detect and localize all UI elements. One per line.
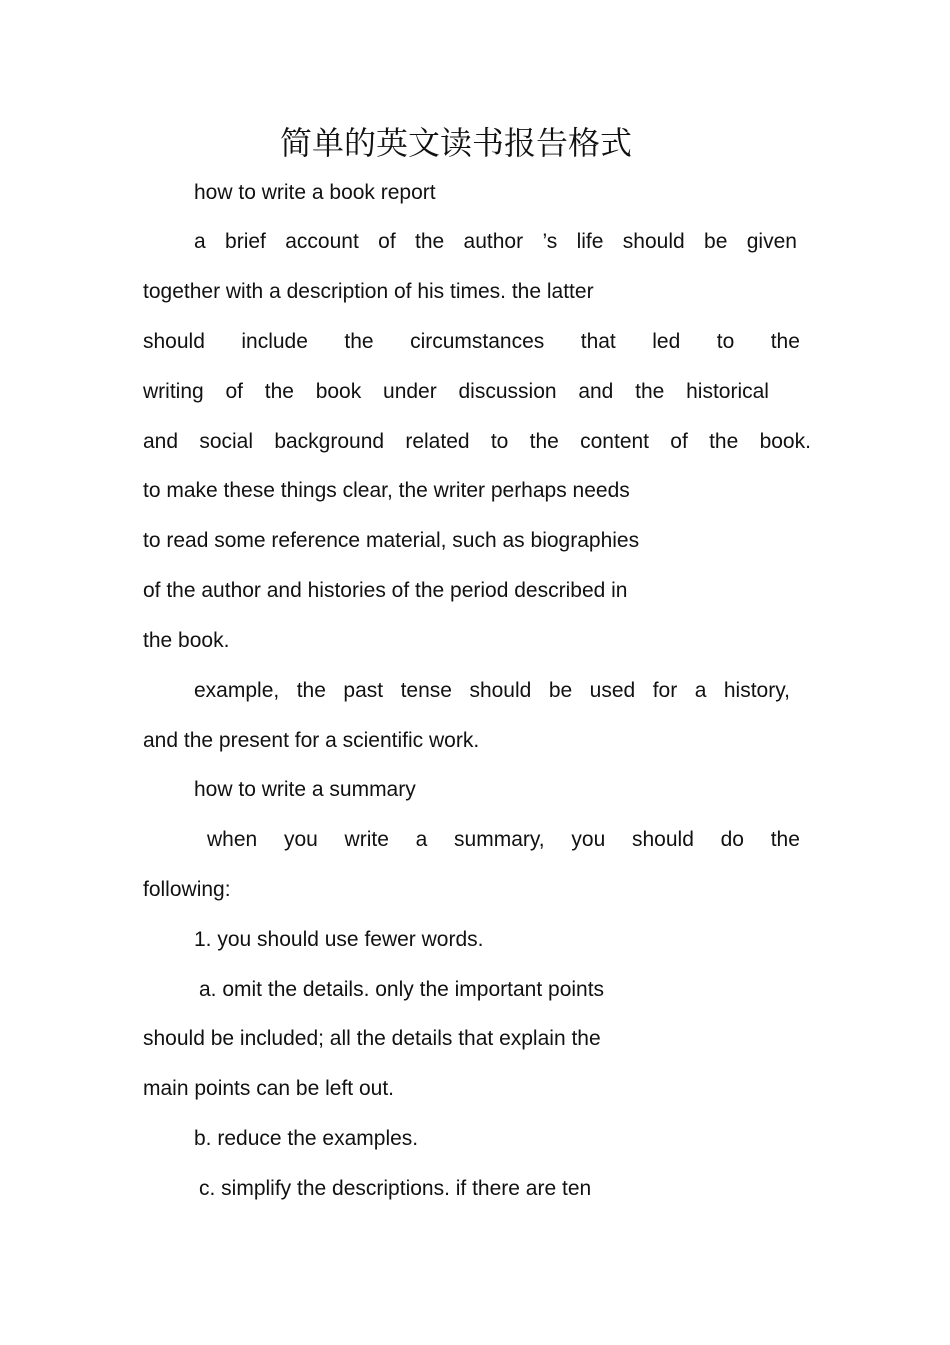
text-line: b. reduce the examples.: [194, 1127, 419, 1150]
word: that: [580, 330, 616, 353]
word: the: [770, 330, 800, 353]
word: the: [635, 380, 665, 403]
text-line: [207, 826, 800, 854]
word: historical: [686, 380, 769, 403]
text-line: [143, 378, 769, 406]
word: the: [709, 430, 739, 453]
word: content: [580, 430, 650, 453]
word: tense: [400, 679, 452, 702]
text-line: [194, 677, 790, 705]
word: summary,: [454, 828, 545, 851]
text-line: how to write a book report: [194, 181, 436, 204]
word: the: [264, 380, 294, 403]
word: past: [343, 679, 384, 702]
word: you: [571, 828, 606, 851]
word: to: [490, 430, 509, 453]
word: when: [207, 828, 258, 851]
text-line: a. omit the details. only the important points: [199, 978, 605, 1001]
word: related: [405, 430, 470, 453]
text-line: how to write a summary: [194, 778, 416, 801]
word: history,: [723, 679, 790, 702]
word: account: [285, 230, 359, 253]
word: include: [241, 330, 308, 353]
text-line: should be included; all the details that explain the: [143, 1027, 601, 1050]
word: the: [296, 679, 326, 702]
word: background: [274, 430, 385, 453]
text-line: to make these things clear, the writer perhaps needs: [143, 479, 630, 502]
word: should: [622, 230, 685, 253]
word: the: [770, 828, 800, 851]
text-line: the book.: [143, 629, 230, 652]
word: social: [199, 430, 254, 453]
word: book.: [759, 430, 811, 453]
text-line: c. simplify the descriptions. if there are ten: [199, 1177, 592, 1200]
word: example,: [194, 679, 280, 702]
text-line: [143, 428, 811, 456]
text-line: [143, 328, 800, 356]
word: the: [344, 330, 374, 353]
word: under: [383, 380, 437, 403]
word: used: [589, 679, 636, 702]
text-line: to read some reference material, such as biographies: [143, 529, 640, 552]
word: circumstances: [410, 330, 545, 353]
word: life: [576, 230, 604, 253]
word: given: [746, 230, 797, 253]
word: should: [631, 828, 694, 851]
word: author: [463, 230, 524, 253]
word: and: [578, 380, 614, 403]
word: a: [415, 828, 428, 851]
word: brief: [225, 230, 266, 253]
text-line: of the author and histories of the period described in: [143, 579, 628, 602]
text-line: following:: [143, 878, 231, 901]
text-line: [194, 228, 797, 256]
word: the: [415, 230, 445, 253]
word: the: [529, 430, 559, 453]
word: writing: [143, 380, 204, 403]
word: of: [378, 230, 396, 253]
document-title: 简单的英文读书报告格式: [279, 124, 632, 162]
word: do: [720, 828, 744, 851]
word: of: [670, 430, 688, 453]
word: book: [315, 380, 362, 403]
word: ’s: [542, 230, 558, 253]
text-line: together with a description of his times. the latter: [143, 280, 594, 303]
word: of: [225, 380, 243, 403]
text-line: and the present for a scientific work.: [143, 729, 480, 752]
word: and: [143, 430, 179, 453]
word: should: [143, 330, 205, 353]
word: to: [716, 330, 735, 353]
word: discussion: [458, 380, 557, 403]
word: a: [694, 679, 707, 702]
word: led: [652, 330, 681, 353]
text-line: 1. you should use fewer words.: [194, 928, 484, 951]
word: should: [469, 679, 532, 702]
word: you: [283, 828, 318, 851]
word: be: [548, 679, 573, 702]
text-line: main points can be left out.: [143, 1077, 394, 1100]
word: a: [194, 230, 206, 253]
word: be: [704, 230, 728, 253]
word: for: [652, 679, 678, 702]
word: write: [344, 828, 389, 851]
